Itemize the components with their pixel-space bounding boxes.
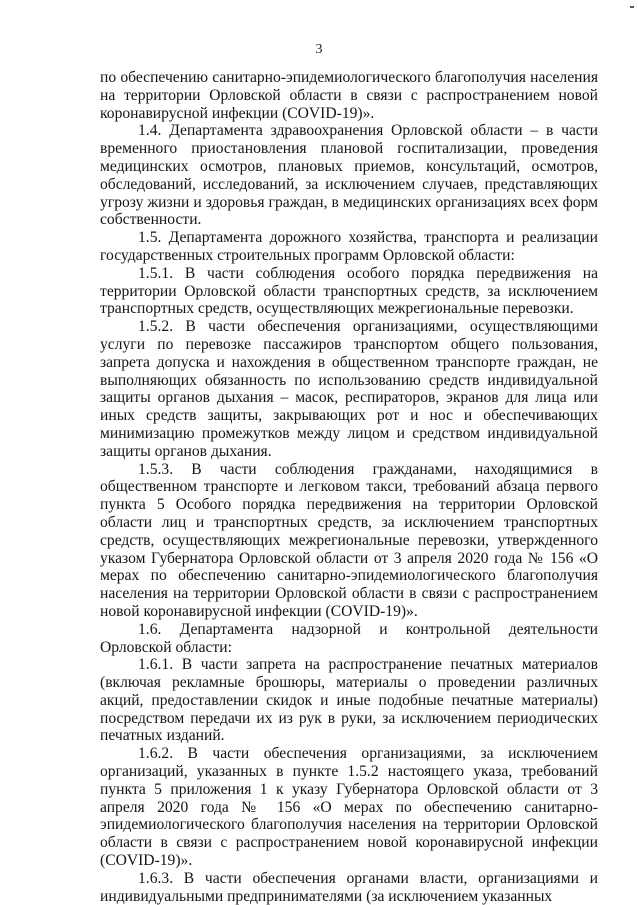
- document-body: [100, 69, 598, 905]
- paragraph-1-6-3: 1.6.3. В части обеспечения органами власти, организациями и индивидуальными предпринимателями (за исключением указанных: [100, 869, 598, 905]
- paragraph-continuation: по обеспечению санитарно-эпидемиологического благополучия населения на территории Орловской области в связи с распространением новой коронавирусной инфекции (COVID-19)».: [100, 69, 598, 122]
- paragraph-1-6: 1.6. Департамента надзорной и контрольной деятельности Орловской области:: [100, 620, 598, 656]
- paragraph-1-6-1: 1.6.1. В части запрета на распространение печатных материалов (включая рекламные брошюры, материалы о проведении различных акций, предоставлении скидок и иные подобные печатные материалы) посредством передачи их из рук в руки, за исключением периодических печатных изданий.: [100, 656, 598, 745]
- paragraph-1-4: 1.4. Департамента здравоохранения Орловской области – в части временного приостановления плановой госпитализации, проведения медицинских осмотров, плановых приемов, консультаций, осмотров, обследований, исследований, за исключением случаев, представляющих угрозу жизни и здоровья граждан, в медицинских организациях всех форм собственности.: [100, 122, 598, 229]
- paragraph-1-5-3: 1.5.3. В части соблюдения гражданами, находящимися в общественном транспорте и легковом такси, требований абзаца первого пункта 5 Особого порядка передвижения на территории Орловской области лиц и транспортных средств, за исключением транспортных средств, осуществляющих межрегиональные перевозки, утвержденного указом Губернатора Орловской области от 3 апреля 2020 года № 156 «О мерах по обеспечению санитарно-эпидемиологического благополучия населения на территории Орловской области в связи с распространением новой коронавирусной инфекции (COVID-19)».: [100, 460, 598, 620]
- paragraph-1-5: 1.5. Департамента дорожного хозяйства, транспорта и реализации государственных строительных программ Орловской области:: [100, 229, 598, 264]
- paragraph-1-5-2: 1.5.2. В части обеспечения организациями, осуществляющими услуги по перевозке пассажиров транспортом общего пользования, запрета допуска и нахождения в общественном транспорте граждан, не выполняющих обязанность по использованию средств индивидуальной защиты органов дыхания – масок, респираторов, экранов для лица или иных средств защиты, закрывающих рот и нос и обеспечивающих минимизацию промежутков между лицом и средством индивидуальной защиты органов дыхания.: [100, 318, 598, 460]
- page-number: 3: [315, 42, 323, 57]
- scan-edge-mark: [630, 6, 634, 8]
- paragraph-1-5-1: 1.5.1. В части соблюдения особого порядка передвижения на территории Орловской области транспортных средств, за исключением транспортных средств, осуществляющих межрегиональные перевозки.: [100, 264, 598, 318]
- paragraph-1-6-2: 1.6.2. В части обеспечения организациями, за исключением организаций, указанных в пункте 1.5.2 настоящего указа, требований пункта 5 приложения 1 к указу Губернатора Орловской области от 3 апреля 2020 года № 156 «О мерах по обеспечению санитарно-эпидемиологического благополучия населения на территории Орловской области в связи с распространением новой коронавирусной инфекции (COVID-19)».: [100, 745, 598, 870]
